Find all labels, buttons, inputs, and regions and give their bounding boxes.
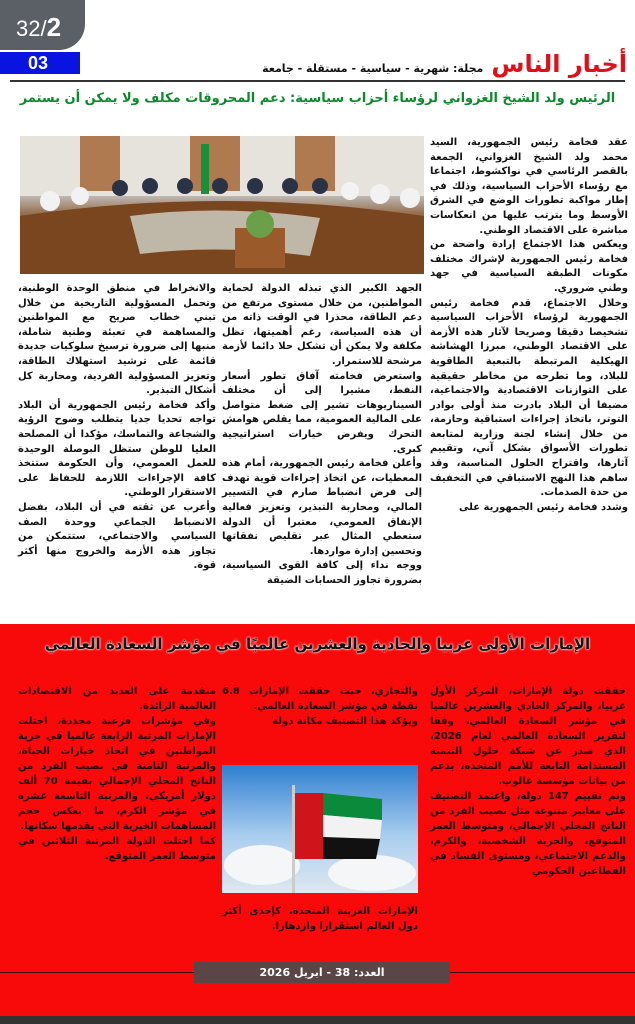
paragraph: وتم تقييم 147 دولة، واعتمد التصنيف على معايير متنوعة مثل نصيب الفرد من الناتج المحلي الإجمالي، ومتوسط العمر المتوقع، والحرية الشخصية، والكرم، والدعم الاجتماعي، ومستوى الفساد في القطاعين الحكومي bbox=[430, 791, 626, 877]
page-total: 32/ bbox=[16, 16, 47, 41]
paragraph: والانخراط في منطق الوحدة الوطنية، وتحمل المسؤولية التاريخية من خلال تبني خطاب صريح مع المواطنين والمساهمة في تعبئة وطنية شاملة، منبها إلى ضرورة ترسيخ سلوكيات جديدة قائمة على ترشيد استهلاك الطاقة، وتعزيز المسؤولية الفردية، ومحاربة كل أشكال التبذير. bbox=[18, 283, 216, 397]
paragraph: وأعلن فخامة رئيس الجمهورية، أمام هذه المعطيات، عن اتخاذ إجراءات قوية تهدف إلى فرض انضباط صارم في التسيير المالي، ومحاربة التبذير، وتعزيز فعالية الإنفاق العمومي، معتبرا أن الدولة ستعطي المثال عبر تقليص نفقاتها وتحسين إدارة مواردها. bbox=[222, 458, 422, 557]
tagline: مجلة: شهرية - سياسية - مستقلة - جامعة bbox=[262, 62, 484, 75]
article-headline: الرئيس ولد الشيخ الغزواني لرؤساء أحزاب سياسية: دعم المحروقات مكلف ولا يمكن أن يستمر bbox=[19, 91, 616, 106]
article-column-middle bbox=[222, 282, 422, 588]
uae-flag-photo bbox=[222, 765, 418, 893]
logo: أخبار الناس bbox=[491, 50, 627, 78]
paragraph: ويعكس هذا الاجتماع إرادة واضحة من فخامة رئيس الجمهورية لإشراك مختلف مكونات الطبقة السياسية في جهد وطني ضروري. bbox=[430, 239, 628, 294]
paragraph: والتجاري، حيث حققت الإمارات 6.8 نقطة في مؤشر السعادة العالمي. bbox=[222, 686, 418, 712]
page-number: 03 bbox=[0, 52, 80, 74]
issue-label: العدد: 38 - ابريل 2026 bbox=[194, 962, 450, 983]
paragraph: الإمارات العربية المتحدة، كإحدى أكثر دول العالم استقرارا وازدهارا. bbox=[222, 906, 418, 932]
article-column-right bbox=[430, 136, 628, 515]
feature-column-left bbox=[18, 684, 216, 864]
feature-column-middle-bottom bbox=[222, 904, 418, 934]
divider bbox=[10, 80, 625, 82]
paragraph: وفي مؤشرات فرعية محددة، احتلت الإمارات المرتبة الرابعة عالميا في حرية المواطنين في اتخاذ خيارات الحياة، والمرتبة الثامنة في نصيب الفرد من الناتج المحلي الإجمالي بقيمة 70 ألف دولار أمريكي، والمرتبة التاسعة عشرة في مؤشر الكرم، ما يعكس حجم المساهمات الخيرية التي يقدمها سكانها. bbox=[18, 716, 216, 832]
paragraph: ويؤكد هذا التصنيف مكانة دولة bbox=[272, 716, 418, 727]
paragraph: حققت دولة الإمارات، المركز الأول عربيا، والمركز الحادي والعشرين عالميا في مؤشر السعادة العالمي، وفقا لتقرير السعادة العالمي لعام 2026، الذي صدر عن شبكة حلول التنمية المستدامة التابعة للأمم المتحدة، بدعم من بيانات مؤسسة غالوب. bbox=[430, 686, 626, 787]
meeting-photo bbox=[20, 136, 424, 274]
bottom-strip bbox=[0, 1016, 635, 1024]
page-count-tab bbox=[0, 0, 85, 50]
paragraph: كما احتلت الدولة المرتبة الثلاثين في متوسط العمر المتوقع. bbox=[18, 836, 216, 862]
paragraph: الجهد الكبير الذي تبذله الدولة لحماية المواطنين، من خلال مستوى مرتفع من دعم الطاقة، محذرا في الوقت ذاته من أن هذه السياسة، رغم أهميتها، تظل مكلفة ولا يمكن أن تشكل حلا دائما لأزمة مرشحة للاستمرار. bbox=[222, 283, 422, 367]
paragraph: ووجه نداء إلى كافة القوى السياسية، بضرورة تجاوز الحسابات الضيقة bbox=[222, 560, 422, 586]
feature-column-right bbox=[430, 684, 626, 879]
feature-headline: الإمارات الأولى عربيا والحادية والعشرين عالميًا في مؤشر السعادة العالمي bbox=[44, 635, 591, 653]
masthead bbox=[262, 50, 627, 78]
paragraph: وخلال الاجتماع، قدم فخامة رئيس الجمهورية لرؤساء الأحزاب السياسية تشخيصا دقيقا وصريحا لآثار هذه الأزمة على الاقتصاد الوطني، مبرزا الهشاشة الهيكلية المرتبطة بالتبعية الطاقوية للبلاد، وما تطرحه من مخاطر حقيقية على التوازنات الاقتصادية والاجتماعية، مضيفا أن البلاد بادرت منذ أولى بوادر التوتر، باتخاذ إجراءات استباقية وحازمة، من خلال إنشاء لجنة وزارية لمتابعة تطورات الأسواق بشكل آني، وتقييم آثارها، واقتراح الحلول المناسبة، وقد ساهم هذا النهج الاستباقي في التخفيف من حدة الصدمات. bbox=[430, 297, 628, 499]
paragraph: وشدد فخامة رئيس الجمهورية على bbox=[459, 501, 628, 513]
paragraph: عقد فخامة رئيس الجمهورية، السيد محمد ولد الشيخ الغزواني، الجمعة بالقصر الرئاسي في نواكشوط، اجتماعا مع رؤساء الأحزاب السياسية، وذلك في إطار مواكبة تطورات الوضع في الشرق الأوسط وما يترتب عليها من انعكاسات مباشرة على الاقتصاد الوطني. bbox=[430, 137, 628, 236]
paragraph: وأكد فخامة رئيس الجمهورية أن البلاد تواجه تحديا جديا يتطلب وضوح الرؤية والشجاعة والتماسك، مؤكدا أن المصلحة العليا للوطن ستظل البوصلة الوحيدة للعمل العمومي، وأن الحكومة ستتخذ كافة الإجراءات اللازمة للحفاظ على الاستقرار الوطني. bbox=[18, 399, 216, 499]
flag-illustration bbox=[222, 765, 418, 893]
paragraph: متقدمة على العديد من الاقتصادات العالمية الرائدة. bbox=[18, 686, 216, 712]
paragraph: واستعرض فخامته آفاق تطور أسعار النفط، مشيرا إلى أن مختلف السيناريوهات تشير إلى ضغط متواصل على المالية العمومية، مما يقلص هوامش التحرك ويفرض خيارات استراتيجية كبرى. bbox=[222, 370, 422, 455]
feature-column-middle bbox=[222, 684, 418, 729]
paragraph: وأعرب عن ثقته في أن البلاد، بفضل الانضباط الجماعي ووحدة الصف السياسي والاجتماعي، ستتمكن من تجاوز هذه الأزمة والخروج منها أكثر قوة. bbox=[18, 501, 216, 572]
page-current: 2 bbox=[46, 12, 62, 42]
article-column-left bbox=[18, 282, 216, 574]
meeting-illustration bbox=[20, 136, 424, 274]
